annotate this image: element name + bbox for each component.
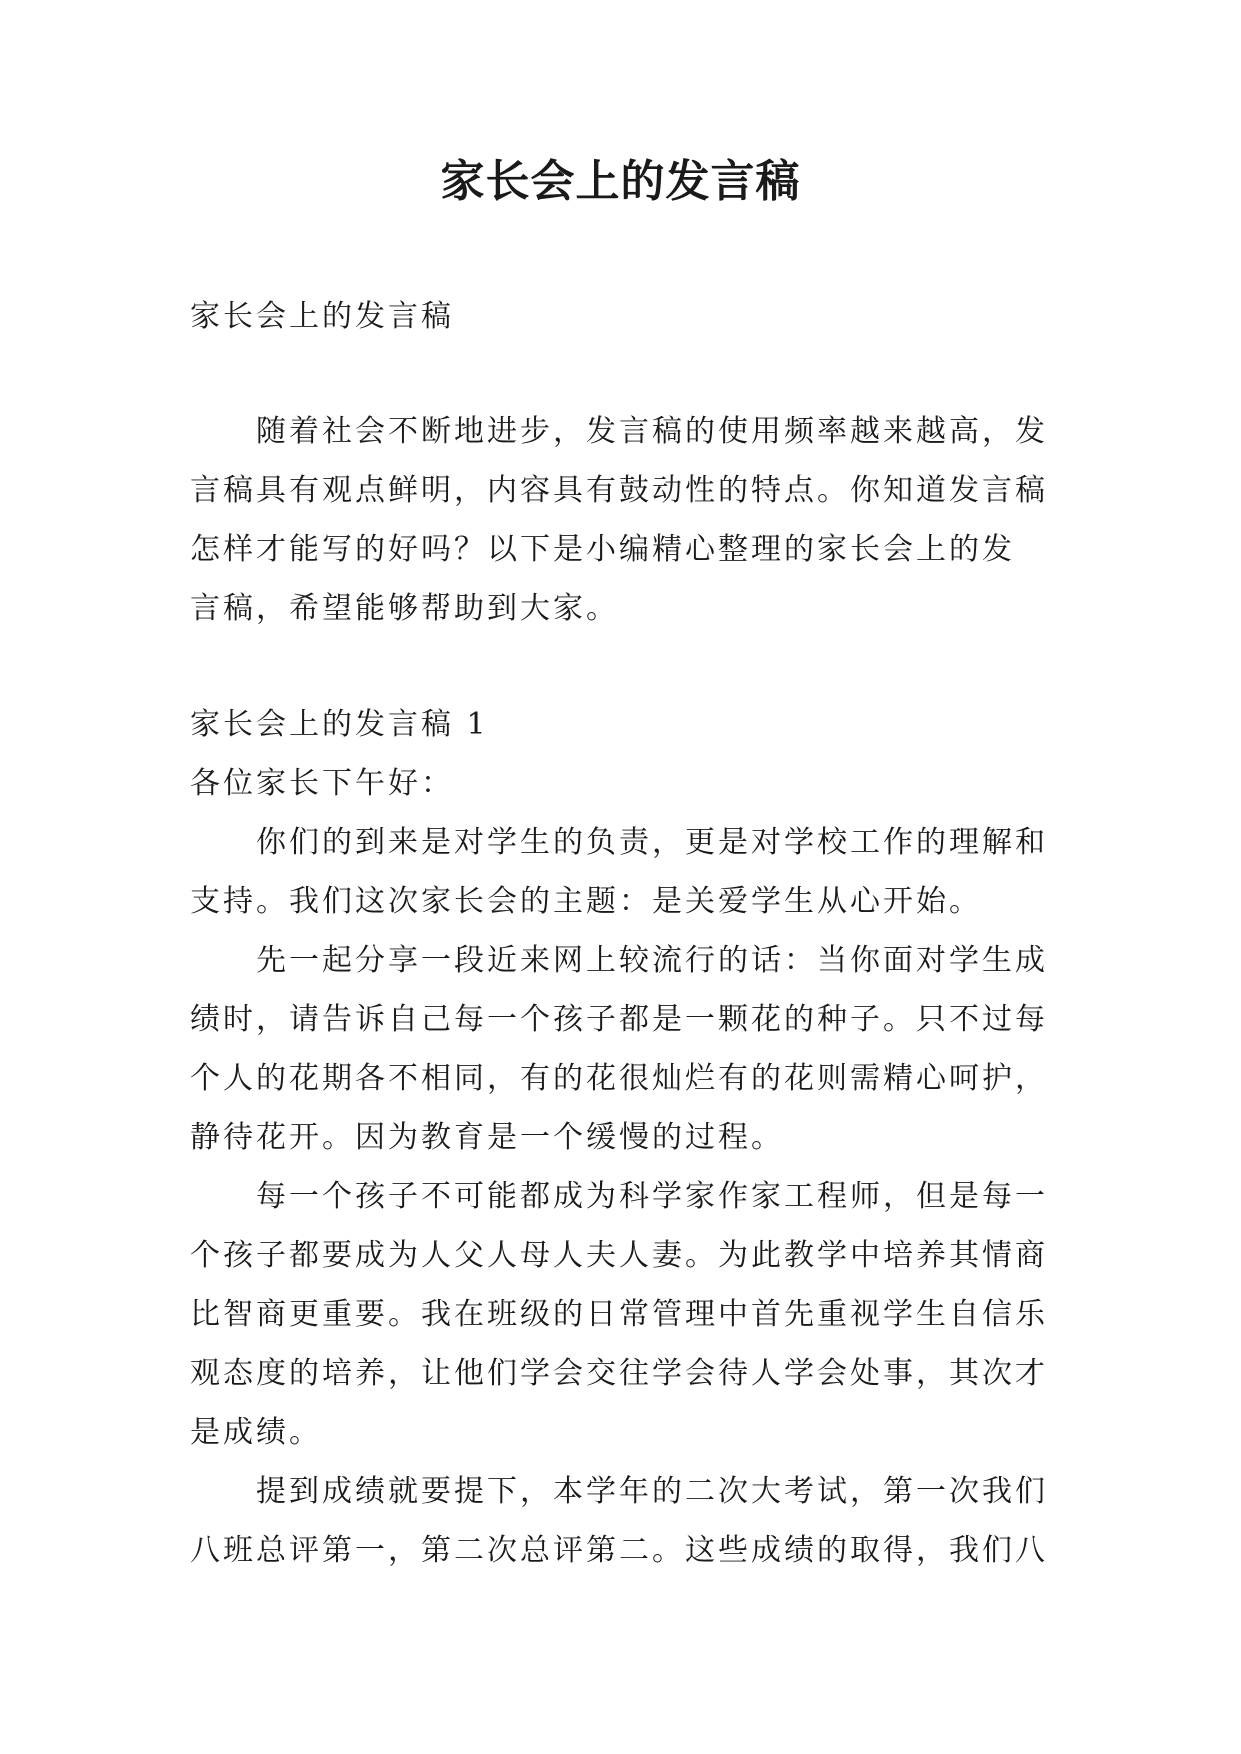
paragraph-line: 提到成绩就要提下，本学年的二次大考试，第一次我们 — [256, 1474, 1048, 1509]
intro-paragraph — [190, 402, 1060, 638]
paragraph-line: 每一个孩子不可能都成为科学家作家工程师，但是每一 — [256, 1179, 1048, 1214]
document-title: 家长会上的发言稿 — [440, 156, 801, 207]
paragraph-line: 你们的到来是对学生的负责，更是对学校工作的理解和 — [256, 825, 1048, 860]
paragraph-line: 观态度的培养，让他们学会交往学会待人学会处事，其次才 — [190, 1356, 1048, 1391]
paragraph-line: 是成绩。 — [190, 1415, 322, 1450]
document-subtitle — [190, 287, 1060, 346]
subtitle-text: 家长会上的发言稿 — [190, 299, 454, 334]
paragraph-line: 支持。我们这次家长会的主题：是关爱学生从心开始。 — [190, 884, 982, 919]
paragraph-line: 静待花开。因为教育是一个缓慢的过程。 — [190, 1120, 784, 1155]
paragraph-line: 怎样才能写的好吗？以下是小编精心整理的家长会上的发 — [190, 532, 1015, 567]
section-heading-text: 家长会上的发言稿 1 — [190, 707, 489, 742]
paragraph-line: 比智商更重要。我在班级的日常管理中首先重视学生自信乐 — [190, 1297, 1048, 1332]
speech-body — [190, 754, 1060, 1580]
paragraph-line: 八班总评第一，第二次总评第二。这些成绩的取得，我们八 — [190, 1533, 1048, 1568]
paragraph-line: 个人的花期各不相同，有的花很灿烂有的花则需精心呵护， — [190, 1061, 1048, 1096]
paragraph-line: 先一起分享一段近来网上较流行的话：当你面对学生成 — [256, 943, 1048, 978]
paragraph-line: 个孩子都要成为人父人母人夫人妻。为此教学中培养其情商 — [190, 1238, 1048, 1273]
section-heading — [190, 695, 1060, 754]
paragraph-line: 随着社会不断地进步，发言稿的使用频率越来越高，发 — [256, 414, 1048, 449]
greeting-line: 各位家长下午好： — [190, 766, 454, 801]
paragraph-line: 绩时，请告诉自己每一个孩子都是一颗花的种子。只不过每 — [190, 1002, 1048, 1037]
paragraph-line: 言稿，希望能够帮助到大家。 — [190, 591, 619, 626]
paragraph-line: 言稿具有观点鲜明，内容具有鼓动性的特点。你知道发言稿 — [190, 473, 1048, 508]
